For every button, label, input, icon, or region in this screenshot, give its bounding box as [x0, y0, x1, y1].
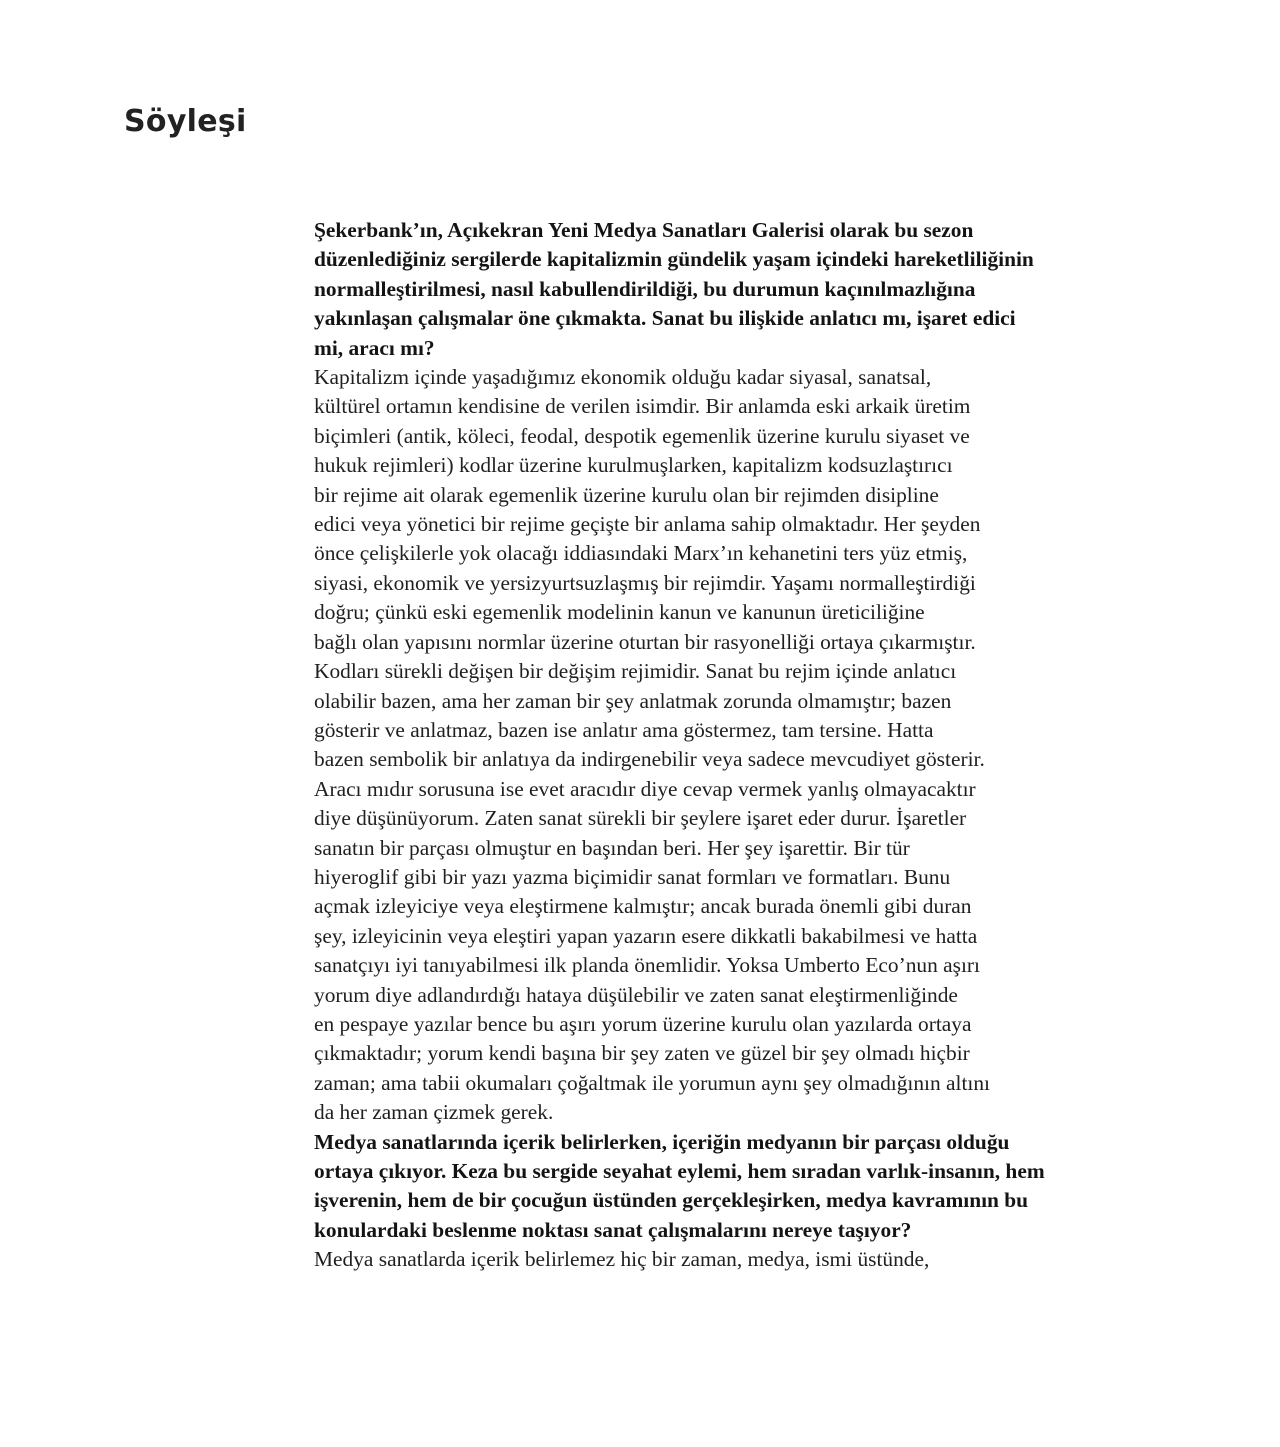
text-line: hukuk rejimleri) kodlar üzerine kurulmuşlarken, kapitalizm kodsuzlaştırıcı: [314, 453, 953, 478]
text-line: Kapitalizm içinde yaşadığımız ekonomik olduğu kadar siyasal, sanatsal,: [314, 365, 932, 390]
text-line: edici veya yönetici bir rejime geçişte bir anlama sahip olmaktadır. Her şeyden: [314, 512, 981, 537]
text-line: yorum diye adlandırdığı hataya düşülebilir ve zaten sanat eleştirmenliğinde: [314, 982, 958, 1007]
text-line: zaman; ama tabii okumaları çoğaltmak ile yorumun aynı şey olmadığının altını: [314, 1070, 990, 1095]
text-line: işverenin, hem de bir çocuğun üstünden gerçekleşirken, medya kavramının bu: [314, 1188, 1029, 1213]
text-line: yakınlaşan çalışmalar öne çıkmakta. Sanat bu ilişkide anlatıcı mı, işaret edici: [314, 306, 1016, 331]
text-line: Medya sanatlarda içerik belirlemez hiç bir zaman, medya, ismi üstünde,: [314, 1247, 930, 1272]
text-line: kültürel ortamın kendisine de verilen isimdir. Bir anlamda eski arkaik üretim: [314, 394, 971, 419]
text-line: bir rejime ait olarak egemenlik üzerine kurulu olan bir rejimden disipline: [314, 482, 939, 507]
text-line: olabilir bazen, ama her zaman bir şey anlatmak zorunda olmamıştır; bazen: [314, 688, 952, 713]
text-line: mi, aracı mı?: [314, 335, 435, 360]
section-title: Söyleşi: [124, 104, 247, 139]
text-line: siyasi, ekonomik ve yersizyurtsuzlaşmış bir rejimdir. Yaşamı normalleştirdiği: [314, 570, 976, 595]
text-line: sanatın bir parçası olmuştur en başından beri. Her şey işarettir. Bir tür: [314, 835, 910, 860]
text-line: normalleştirilmesi, nasıl kabullendirildiği, bu durumun kaçınılmazlığına: [314, 276, 976, 301]
text-line: Şekerbank’ın, Açıkekran Yeni Medya Sanatları Galerisi olarak bu sezon: [314, 218, 974, 242]
text-line: gösterir ve anlatmaz, bazen ise anlatır ama göstermez, tam tersine. Hatta: [314, 717, 934, 742]
interview-answer-2: [314, 1245, 1056, 1274]
text-line: düzenlediğiniz sergilerde kapitalizmin gündelik yaşam içindeki hareketliliğinin: [314, 247, 1034, 272]
text-line: önce çelişkilerle yok olacağı iddiasındaki Marx’ın kehanetini ters yüz etmiş,: [314, 541, 968, 566]
text-line: bazen sembolik bir anlatıya da indirgenebilir veya sadece mevcudiyet gösterir.: [314, 747, 985, 772]
text-line: diye düşünüyorum. Zaten sanat sürekli bir şeylere işaret eder durur. İşaretler: [314, 806, 967, 831]
interview-question-2: [314, 1128, 1056, 1246]
text-line: konulardaki beslenme noktası sanat çalışmalarını nereye taşıyor?: [314, 1217, 912, 1242]
text-line: açmak izleyiciye veya eleştirmene kalmıştır; ancak burada önemli gibi duran: [314, 894, 972, 919]
text-line: Medya sanatlarında içerik belirlerken, içeriğin medyanın bir parçası olduğu: [314, 1129, 1010, 1154]
interview-answer-1: [314, 363, 1056, 1128]
text-line: doğru; çünkü eski egemenlik modelinin kanun ve kanunun üreticiliğine: [314, 600, 925, 625]
text-line: şey, izleyicinin veya eleştiri yapan yazarın esere dikkatli bakabilmesi ve hatta: [314, 923, 978, 948]
text-line: biçimleri (antik, köleci, feodal, despotik egemenlik üzerine kurulu siyaset ve: [314, 423, 970, 448]
text-line: Kodları sürekli değişen bir değişim rejimidir. Sanat bu rejim içinde anlatıcı: [314, 659, 957, 684]
text-line: hiyeroglif gibi bir yazı yazma biçimidir sanat formları ve formatları. Bunu: [314, 864, 951, 889]
text-line: da her zaman çizmek gerek.: [314, 1100, 554, 1125]
interview-article: [314, 216, 1056, 1275]
text-line: sanatçıyı iyi tanıyabilmesi ilk planda önemlidir. Yoksa Umberto Eco’nun aşırı: [314, 953, 980, 978]
text-line: çıkmaktadır; yorum kendi başına bir şey zaten ve güzel bir şey olmadı hiçbir: [314, 1041, 970, 1066]
interview-question-1: [314, 216, 1056, 363]
text-line: Aracı mıdır sorusuna ise evet aracıdır diye cevap vermek yanlış olmayacaktır: [314, 776, 976, 801]
text-line: bağlı olan yapısını normlar üzerine oturtan bir rasyonelliği ortaya çıkarmıştır.: [314, 629, 976, 654]
text-line: en pespaye yazılar bence bu aşırı yorum üzerine kurulu olan yazılarda ortaya: [314, 1011, 972, 1036]
text-line: ortaya çıkıyor. Keza bu sergide seyahat eylemi, hem sıradan varlık-insanın, hem: [314, 1159, 1045, 1183]
